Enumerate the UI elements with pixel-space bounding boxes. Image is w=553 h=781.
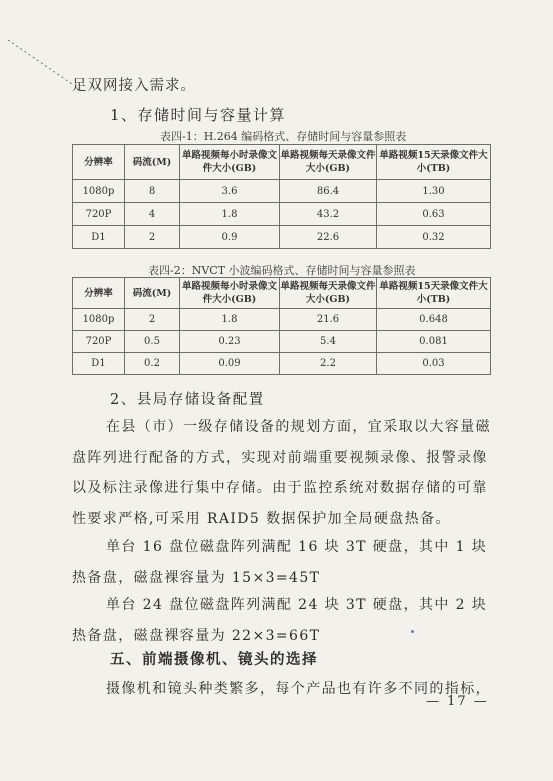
table1-header-cell: 码流(M) (125, 145, 180, 180)
paragraph-text: 在县（市）一级存储设备的规划方面，宜采取以大容量磁盘阵列进行配备的方式，实现对前端重要视频录像、报警录像以及标注录像进行集中存储。由于监控系统对数据存储的可靠性要求严格,可采用 RAID5 数据保护加全局硬盘热备。 (72, 419, 491, 527)
table2-header-cell: 单路视频每天录像文件大小(GB) (280, 278, 377, 309)
table-cell: 22.6 (280, 226, 377, 249)
table-cell: 0.648 (377, 309, 491, 331)
table-cell: 2.2 (280, 353, 377, 375)
table-cell: 8 (125, 180, 180, 203)
paragraph-16-bay-array (72, 532, 492, 593)
section2-heading: 2、县局存储设备配置 (110, 392, 265, 408)
table-cell: 1080p (73, 309, 125, 331)
table-cell: D1 (73, 226, 125, 249)
table-cell: 2 (125, 309, 180, 331)
page-number: — 17 — (426, 694, 489, 709)
table-cell: 1.8 (180, 309, 280, 331)
table-row (73, 353, 491, 375)
table-row (73, 309, 491, 331)
table2-caption: 表四-2：NVCT 小波编码格式、存储时间与容量参照表 (148, 264, 416, 277)
table2-header-row (73, 278, 491, 309)
paragraph-text: 单台 16 盘位磁盘阵列满配 16 块 3T 硬盘，其中 1 块热备盘，磁盘裸容量为 15×3=45T (72, 539, 488, 586)
table-cell: 4 (125, 203, 180, 226)
table-cell: 720P (73, 331, 125, 353)
table-cell: D1 (73, 353, 125, 375)
table-cell: 1.30 (377, 180, 491, 203)
table-cell: 1.8 (180, 203, 280, 226)
paragraph-storage-planning (72, 412, 492, 534)
table-cell: 0.081 (377, 331, 491, 353)
table-cell: 0.03 (377, 353, 491, 375)
table-cell: 0.09 (180, 353, 280, 375)
scan-artifact-mark (6, 38, 76, 88)
table2-header-cell: 单路视频每小时录像文件大小(GB) (180, 278, 280, 309)
table-cell: 86.4 (280, 180, 377, 203)
table1 (72, 144, 491, 249)
table1-header-cell: 分辨率 (73, 145, 125, 180)
table-row (73, 331, 491, 353)
table-cell: 720P (73, 203, 125, 226)
intro-line: 足双网接入需求。 (72, 78, 196, 94)
scan-speck (411, 630, 414, 633)
table-row (73, 226, 491, 249)
table-cell: 1080p (73, 180, 125, 203)
table1-header-row (73, 145, 491, 180)
table1-header-cell: 单路视频15天录像文件大小(TB) (377, 145, 491, 180)
table2-header-cell: 码流(M) (125, 278, 180, 309)
section5-heading: 五、前端摄像机、镜头的选择 (110, 651, 318, 668)
table2 (72, 277, 491, 375)
table-cell: 0.63 (377, 203, 491, 226)
table1-header-cell: 单路视频每小时录像文件大小(GB) (180, 145, 280, 180)
table-cell: 3.6 (180, 180, 280, 203)
paragraph-text: 单台 24 盘位磁盘阵列满配 24 块 3T 硬盘，其中 2 块热备盘，磁盘裸容量为 22×3=66T (72, 597, 488, 644)
table-cell: 0.9 (180, 226, 280, 249)
table2-header-cell: 单路视频15天录像文件大小(TB) (377, 278, 491, 309)
table2-header-cell: 分辨率 (73, 278, 125, 309)
table-cell: 43.2 (280, 203, 377, 226)
table-cell: 0.32 (377, 226, 491, 249)
last-line: 摄像机和镜头种类繁多，每个产品也有许多不同的指标， (106, 681, 491, 697)
table-cell: 2 (125, 226, 180, 249)
table-cell: 0.2 (125, 353, 180, 375)
section1-heading: 1、存储时间与容量计算 (110, 106, 287, 124)
table-row (73, 203, 491, 226)
table1-header-cell: 单路视频每天录像文件大小(GB) (280, 145, 377, 180)
table-cell: 5.4 (280, 331, 377, 353)
table-cell: 21.6 (280, 309, 377, 331)
table1-caption: 表四-1：H.264 编码格式、存储时间与容量参照表 (160, 130, 407, 143)
table-cell: 0.23 (180, 331, 280, 353)
paragraph-24-bay-array (72, 590, 492, 651)
table-row (73, 180, 491, 203)
table-cell: 0.5 (125, 331, 180, 353)
